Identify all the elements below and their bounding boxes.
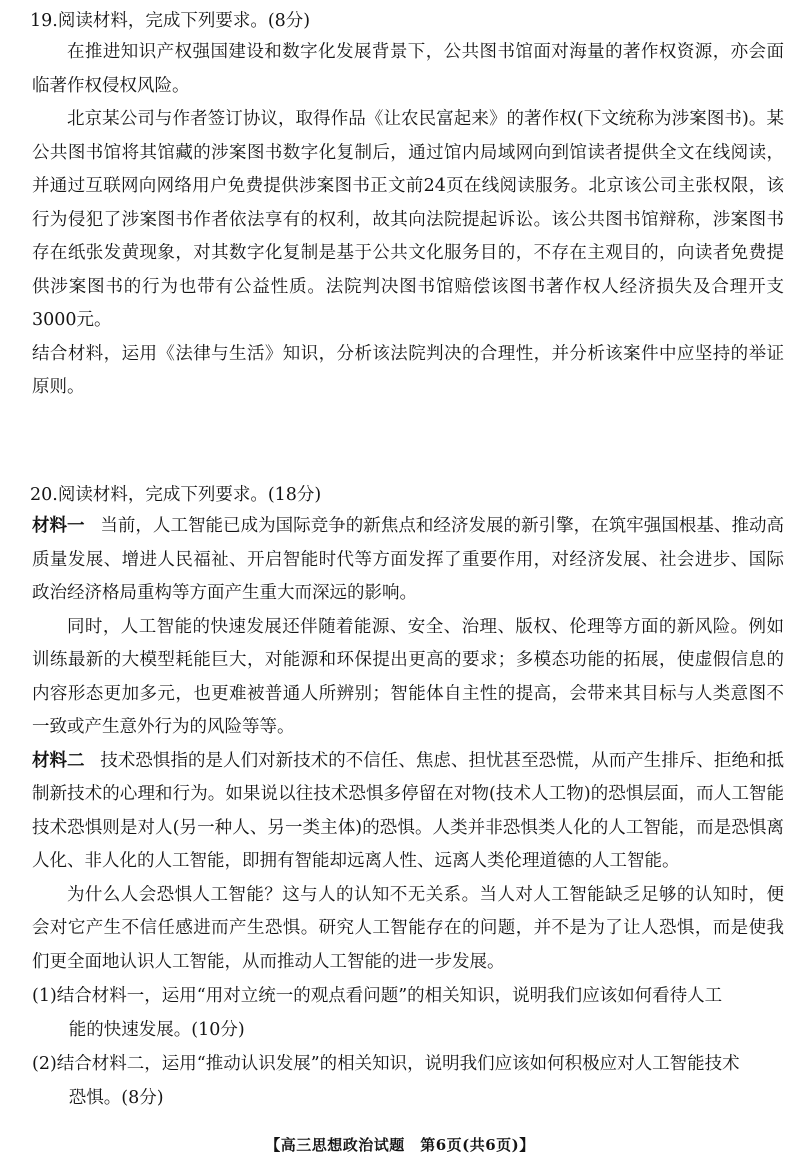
sub-question-1-line-2: 能的快速发展。(10分) xyxy=(68,1020,245,1040)
material-1-text: 当前，人工智能已成为国际竞争的新焦点和经济发展的新引擎，在筑牢强国根基、推动高质量发展、增进人民福祉、开启智能时代等方面发挥了重要作用，对经济发展、社会进步、国际政治经济格局重构等方面产生重大而深远的影响。 xyxy=(32,516,784,603)
sub-question-2-line-2: 恐惧。(8分) xyxy=(68,1088,164,1108)
sub-question-1 xyxy=(32,979,784,1047)
material-1-label: 材料一 xyxy=(32,516,85,536)
material-2-paragraph-2: 为什么人会恐惧人工智能？这与人的认知不无关系。当人对人工智能缺乏足够的认知时，便会对它产生不信任感进而产生恐惧。研究人工智能存在的问题，并不是为了让人恐惧，而是使我们更全面地认识人工智能，从而推动人工智能的进一步发展。 xyxy=(32,884,784,972)
sub-question-1-line-1: (1)结合材料一，运用“用对立统一的观点看问题”的相关知识，说明我们应该如何看待人工 xyxy=(32,986,723,1006)
question-19 xyxy=(32,6,784,405)
question-19-material: 北京某公司与作者签订协议，取得作品《让农民富起来》的著作权(下文统称为涉案图书)。某公共图书馆将其馆藏的涉案图书数字化复制后，通过馆内局域网向到馆读者提供全文在线阅读，并通过互联网向网络用户免费提供涉案图书正文前24页在线阅读服务。北京该公司主张权限，该行为侵犯了涉案图书作者依法享有的权利，故其向法院提起诉讼。该公共图书馆辩称，涉案图书存在纸张发黄现象，对其数字化复制是基于公共文化服务目的，不存在主观目的，向读者免费提供涉案图书的行为也带有公益性质。法院判决图书馆赔偿该图书著作权人经济损失及合理开支3000元。 xyxy=(32,109,784,330)
material-2-paragraph-1 xyxy=(32,745,784,879)
material-1-paragraph-2: 同时，人工智能的快速发展还伴随着能源、安全、治理、版权、伦理等方面的新风险。例如训练最新的大模型耗能巨大，对能源和环保提出更高的要求；多模态功能的拓展，使虚假信息的内容形态更加多元，也更难被普通人所辨别；智能体自主性的提高，会带来其目标与人类意图不一致或产生意外行为的风险等等。 xyxy=(32,616,784,737)
material-2-text: 技术恐惧指的是人们对新技术的不信任、焦虑、担忧甚至恐慌，从而产生排斥、拒绝和抵制新技术的心理和行为。如果说以往技术恐惧多停留在对物(技术人工物)的恐惧层面，而人工智能技术恐惧则是对人(另一种人、另一类主体)的恐惧。人类并非恐惧类人化的人工智能，而是恐惧离人化、非人化的人工智能，即拥有智能却远离人性、远离人类伦理道德的人工智能。 xyxy=(32,750,784,871)
page-footer: 【高三思想政治试题 第6页(共6页)】 xyxy=(265,1136,535,1154)
question-19-task: 结合材料，运用《法律与生活》知识，分析该法院判决的合理性，并分析该案件中应坚持的举证原则。 xyxy=(32,343,784,397)
question-19-intro: 在推进知识产权强国建设和数字化发展背景下，公共图书馆面对海量的著作权资源，亦会面临著作权侵权风险。 xyxy=(32,42,784,96)
question-20-title: 20.阅读材料，完成下列要求。(18分) xyxy=(30,485,322,505)
material-2-label: 材料二 xyxy=(32,750,85,771)
question-19-title: 19.阅读材料，完成下列要求。(8分) xyxy=(30,11,311,31)
question-20 xyxy=(32,480,784,1115)
sub-question-2-line-1: (2)结合材料二，运用“推动认识发展”的相关知识，说明我们应该如何积极应对人工智能技术 xyxy=(32,1054,740,1074)
sub-question-2 xyxy=(32,1047,784,1115)
material-1-paragraph-1 xyxy=(32,510,784,611)
